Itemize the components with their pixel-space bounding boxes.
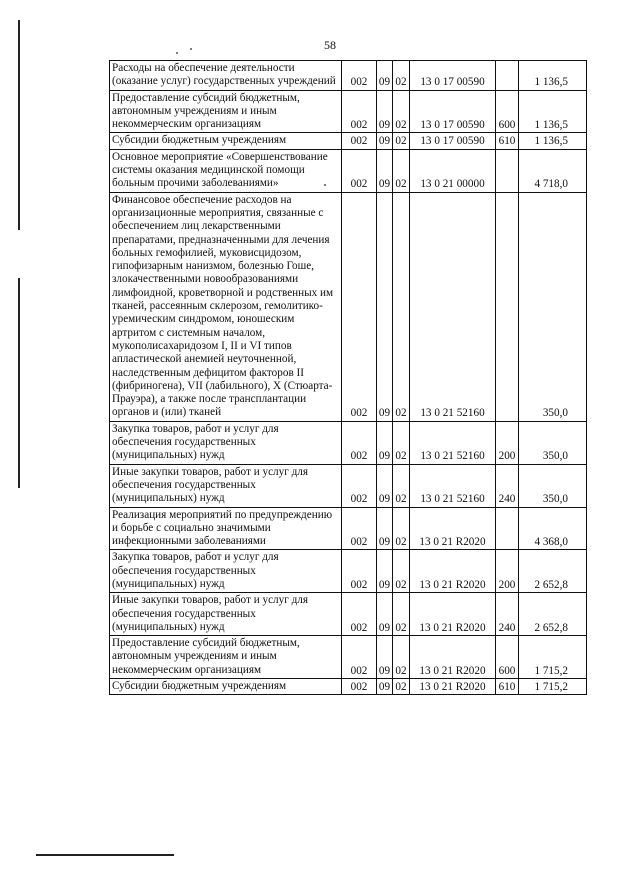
target-article: 13 0 21 52160	[410, 421, 496, 464]
section-code: 09	[377, 61, 393, 91]
expense-type	[496, 507, 519, 550]
section-code: 09	[377, 507, 393, 550]
row-name: Субсидии бюджетным учреждениям	[110, 679, 342, 695]
row-name: Предоставление субсидий бюджетным, автономным учреждениям и иным некоммерческим организациям	[110, 90, 342, 133]
target-article: 13 0 21 R2020	[410, 550, 496, 593]
expense-type: 200	[496, 550, 519, 593]
amount: 1 136,5	[519, 90, 587, 133]
amount: 1 715,2	[519, 679, 587, 695]
target-article: 13 0 21 R2020	[410, 636, 496, 679]
table-row	[110, 421, 587, 464]
table-row	[110, 61, 587, 91]
section-code: 09	[377, 550, 393, 593]
section-code: 09	[377, 679, 393, 695]
table-row	[110, 507, 587, 550]
section-code: 09	[377, 593, 393, 636]
table-row	[110, 90, 587, 133]
target-article: 13 0 17 00590	[410, 90, 496, 133]
subsection-code: 02	[393, 507, 410, 550]
section-code: 09	[377, 149, 393, 192]
ministry-code: 002	[342, 421, 377, 464]
row-name: Финансовое обеспечение расходов на организационные мероприятия, связанные с обеспечением лиц лекарственными препаратами, предназначенными для лечения больных гемофилией, муковисцидозом, гипофизарным нанизмом, болезнью Гоше, злокачественными новообразованиями лимфоидной, кроветворной и родственных им тканей, рассеянным склерозом, гемолитико-уремическим синдромом, юношеским артритом с системным началом, мукополисахаридозом I, II и VI типов апластической анемией неуточненной, наследственным дефицитом факторов II (фибриногена), VII (лабильного), X (Стюарта-Прауэра), а также после трансплантации органов и (или) тканей	[110, 192, 342, 421]
subsection-code: 02	[393, 550, 410, 593]
subsection-code: 02	[393, 464, 410, 507]
table-row	[110, 133, 587, 149]
expense-type: 240	[496, 464, 519, 507]
amount: 4 718,0	[519, 149, 587, 192]
subsection-code: 02	[393, 90, 410, 133]
table-body	[110, 61, 587, 695]
row-name: Основное мероприятие «Совершенствование системы оказания медицинской помощи больным прочими заболеваниями»	[110, 149, 342, 192]
budget-table	[109, 60, 587, 695]
subsection-code: 02	[393, 149, 410, 192]
table-row	[110, 593, 587, 636]
target-article: 13 0 21 52160	[410, 192, 496, 421]
expense-type: 610	[496, 679, 519, 695]
target-article: 13 0 21 R2020	[410, 679, 496, 695]
ministry-code: 002	[342, 133, 377, 149]
expense-type	[496, 61, 519, 91]
left-margin-mark	[18, 20, 20, 230]
target-article: 13 0 21 52160	[410, 464, 496, 507]
subsection-code: 02	[393, 636, 410, 679]
section-code: 09	[377, 192, 393, 421]
ministry-code: 002	[342, 593, 377, 636]
amount: 4 368,0	[519, 507, 587, 550]
subsection-code: 02	[393, 133, 410, 149]
subsection-code: 02	[393, 593, 410, 636]
scan-speck	[176, 52, 178, 54]
row-name: Закупка товаров, работ и услуг для обеспечения государственных (муниципальных) нужд	[110, 550, 342, 593]
amount: 350,0	[519, 192, 587, 421]
ministry-code: 002	[342, 507, 377, 550]
footnote-rule	[36, 854, 174, 856]
table-row	[110, 192, 587, 421]
expense-type	[496, 192, 519, 421]
ministry-code: 002	[342, 679, 377, 695]
expense-type: 600	[496, 636, 519, 679]
left-margin-mark	[18, 278, 20, 488]
row-name: Предоставление субсидий бюджетным, автономным учреждениям и иным некоммерческим организациям	[110, 636, 342, 679]
amount: 350,0	[519, 464, 587, 507]
amount: 2 652,8	[519, 550, 587, 593]
expense-type: 240	[496, 593, 519, 636]
target-article: 13 0 17 00590	[410, 133, 496, 149]
ministry-code: 002	[342, 61, 377, 91]
table-row	[110, 464, 587, 507]
target-article: 13 0 17 00590	[410, 61, 496, 91]
target-article: 13 0 21 R2020	[410, 507, 496, 550]
expense-type: 600	[496, 90, 519, 133]
subsection-code: 02	[393, 61, 410, 91]
section-code: 09	[377, 90, 393, 133]
expense-type	[496, 149, 519, 192]
target-article: 13 0 21 R2020	[410, 593, 496, 636]
row-name: Субсидии бюджетным учреждениям	[110, 133, 342, 149]
amount: 2 652,8	[519, 593, 587, 636]
expense-type: 200	[496, 421, 519, 464]
ministry-code: 002	[342, 464, 377, 507]
page-number: 58	[324, 38, 336, 52]
subsection-code: 02	[393, 192, 410, 421]
section-code: 09	[377, 636, 393, 679]
amount: 350,0	[519, 421, 587, 464]
subsection-code: 02	[393, 421, 410, 464]
section-code: 09	[377, 464, 393, 507]
section-code: 09	[377, 421, 393, 464]
scan-speck	[190, 48, 192, 50]
expense-type: 610	[496, 133, 519, 149]
section-code: 09	[377, 133, 393, 149]
table-row	[110, 550, 587, 593]
row-name: Расходы на обеспечение деятельности (оказание услуг) государственных учреждений	[110, 61, 342, 91]
ministry-code: 002	[342, 90, 377, 133]
table-row	[110, 149, 587, 192]
table-row	[110, 636, 587, 679]
ministry-code: 002	[342, 636, 377, 679]
amount: 1 715,2	[519, 636, 587, 679]
row-name: Иные закупки товаров, работ и услуг для обеспечения государственных (муниципальных) нужд	[110, 593, 342, 636]
amount: 1 136,5	[519, 61, 587, 91]
ministry-code: 002	[342, 192, 377, 421]
ministry-code: 002	[342, 149, 377, 192]
amount: 1 136,5	[519, 133, 587, 149]
table-row	[110, 679, 587, 695]
row-name: Реализация мероприятий по предупреждению и борьбе с социально значимыми инфекционными заболеваниями	[110, 507, 342, 550]
subsection-code: 02	[393, 679, 410, 695]
target-article: 13 0 21 00000	[410, 149, 496, 192]
row-name: Иные закупки товаров, работ и услуг для обеспечения государственных (муниципальных) нужд	[110, 464, 342, 507]
ministry-code: 002	[342, 550, 377, 593]
row-name: Закупка товаров, работ и услуг для обеспечения государственных (муниципальных) нужд	[110, 421, 342, 464]
